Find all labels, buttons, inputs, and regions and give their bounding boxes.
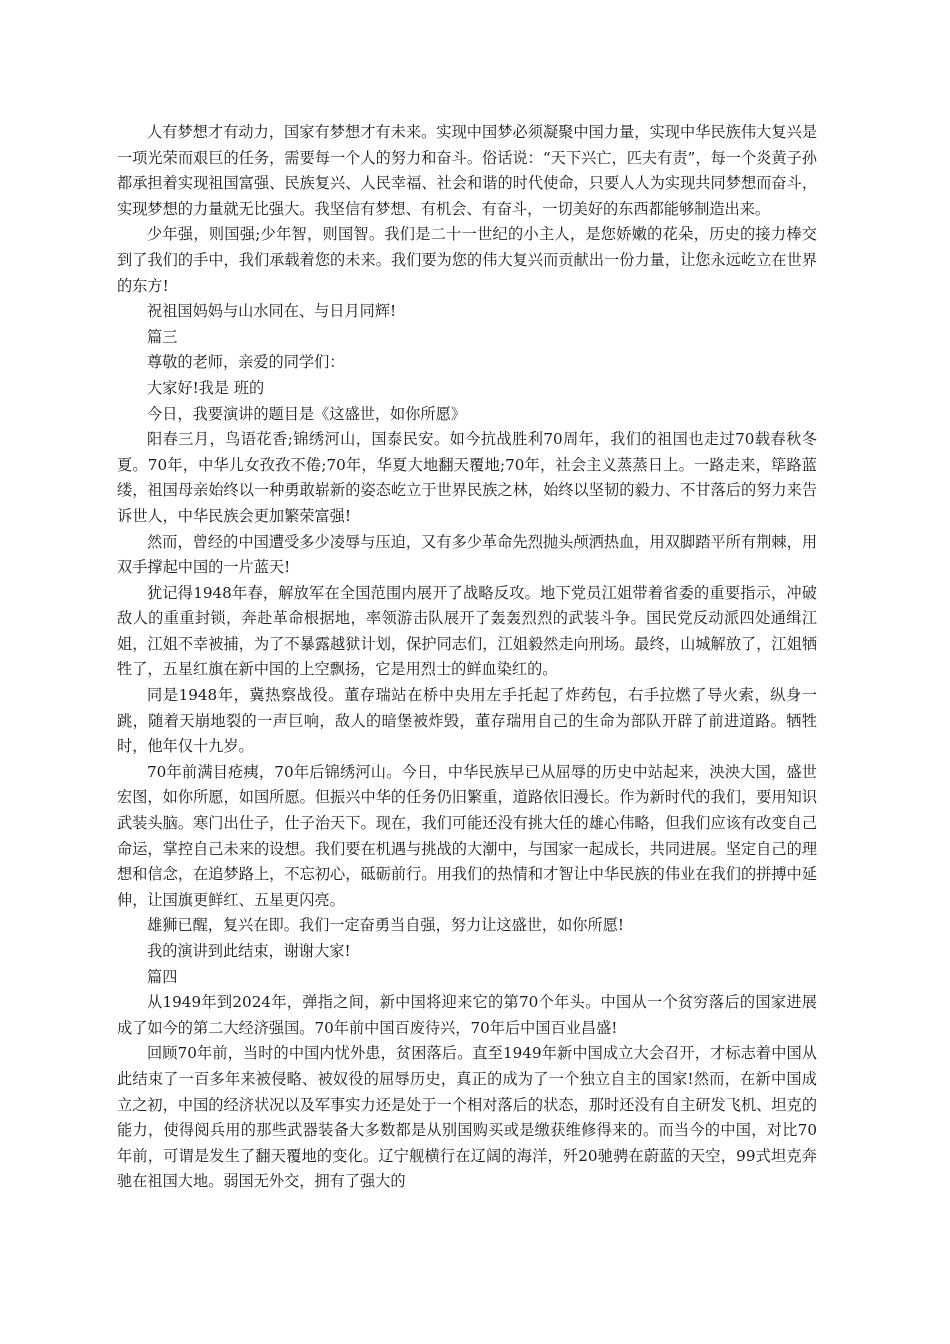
paragraph: 少年强，则国强;少年智，则国智。我们是二十一世纪的小主人，是您娇嫩的花朵，历史的接力棒交到了我们的手中，我们承载着您的未来。我们要为您的伟大复兴而贡献出一份力量，让您永远屹立在世界的东方! (117, 225, 817, 295)
paragraph: 回顾70年前，当时的中国内忧外患，贫困落后。直至1949年新中国成立大会召开，才标志着中国从此结束了一百多年来被侵略、被奴役的屈辱历史，真正的成为了一个独立自主的国家!然而，在新中国成立之初，中国的经济状况以及军事实力还是处于一个相对落后的状态，那时还没有自主研发飞机、坦克的能力，使得阅兵用的那些武器装备大多数都是从别国购买或是缴获维修得来的。而当今的中国，对比70年前，可谓是发生了翻天覆地的变化。辽宁舰横行在辽阔的海洋，歼20驰骋在蔚蓝的天空，99式坦克奔驰在祖国大地。弱国无外交，拥有了强大的 (117, 1044, 817, 1191)
paragraph: 大家好!我是 班的 (147, 378, 265, 397)
paragraph: 犹记得1948年春，解放军在全国范围内展开了战略反攻。地下党员江姐带着省委的重要指示，冲破敌人的重重封锁，奔赴革命根据地，率领游击队展开了轰轰烈烈的武装斗争。国民党反动派四处通缉江姐，江姐不幸被捕，为了不暴露越狱计划，保护同志们，江姐毅然走向刑场。最终，山城解放了，江姐牺牲了，五星红旗在新中国的上空飘扬，它是用烈士的鲜血染红的。 (117, 583, 817, 679)
paragraph: 从1949年到2024年，弹指之间，新中国将迎来它的第70个年头。中国从一个贫穷落后的国家进展成了如今的第二大经济强国。70年前中国百废待兴，70年后中国百业昌盛! (117, 993, 817, 1037)
paragraph: 阳春三月，鸟语花香;锦绣河山，国泰民安。如今抗战胜利70周年，我们的祖国也走过70载春秋冬夏。70年，中华儿女孜孜不倦;70年，华夏大地翻天覆地;70年，社会主义蒸蒸日上。一路走来，筚路蓝缕，祖国母亲始终以一种勇敢崭新的姿态屹立于世界民族之林，始终以坚韧的毅力、不甘落后的努力来告诉世人，中华民族会更加繁荣富强! (117, 430, 817, 525)
paragraph: 今日，我要演讲的题目是《这盛世，如你所愿》 (147, 404, 466, 423)
paragraph: 雄狮已醒，复兴在即。我们一定奋勇当自强，努力让这盛世，如你所愿! (147, 916, 624, 935)
section-heading: 篇四 (147, 967, 178, 986)
paragraph: 70年前满目疮痍，70年后锦绣河山。今日，中华民族早已从屈辱的历史中站起来，泱泱大国，盛世宏图，如你所愿，如国所愿。但振兴中华的任务仍旧繁重，道路依旧漫长。作为新时代的我们，要用知识武装头脑。寒门出仕子，仕子治天下。现在，我们可能还没有挑大任的雄心伟略，但我们应该有改变自己命运，掌控自己未来的设想。我们要在机遇与挑战的大潮中，与国家一起成长，共同进展。坚定自己的理想和信念，在追梦路上，不忘初心，砥砺前行。用我们的热情和才智让中华民族的伟业在我们的拼搏中延伸，让国旗更鲜红、五星更闪亮。 (117, 762, 817, 909)
paragraph: 然而，曾经的中国遭受多少凌辱与压迫，又有多少革命先烈抛头颅洒热血，用双脚踏平所有荆棘，用双手撑起中国的一片蓝天! (117, 532, 817, 577)
section-heading: 篇三 (147, 327, 178, 346)
document-body (117, 120, 817, 1195)
paragraph: 祝祖国妈妈与山水同在、与日月同辉! (147, 302, 397, 321)
paragraph: 人有梦想才有动力，国家有梦想才有未来。实现中国梦必须凝聚中国力量，实现中华民族伟大复兴是一项光荣而艰巨的任务，需要每一个人的努力和奋斗。俗话说：“天下兴亡，匹夫有责”，每一个炎黄子孙都承担着实现祖国富强、民族复兴、人民幸福、社会和谐的时代使命，只要人人为实现共同梦想而奋斗，实现梦想的力量就无比强大。我坚信有梦想、有机会、有奋斗，一切美好的东西都能够制造出来。 (117, 123, 817, 218)
paragraph: 我的演讲到此结束，谢谢大家! (147, 942, 351, 960)
salutation: 尊敬的老师，亲爱的同学们： (147, 353, 345, 372)
paragraph: 同是1948年，冀热察战役。董存瑞站在桥中央用左手托起了炸药包，右手拉燃了导火索，纵身一跳，随着天崩地裂的一声巨响，敌人的暗堡被炸毁，董存瑞用自己的生命为部队开辟了前进道路。牺牲时，他年仅十九岁。 (117, 686, 817, 756)
